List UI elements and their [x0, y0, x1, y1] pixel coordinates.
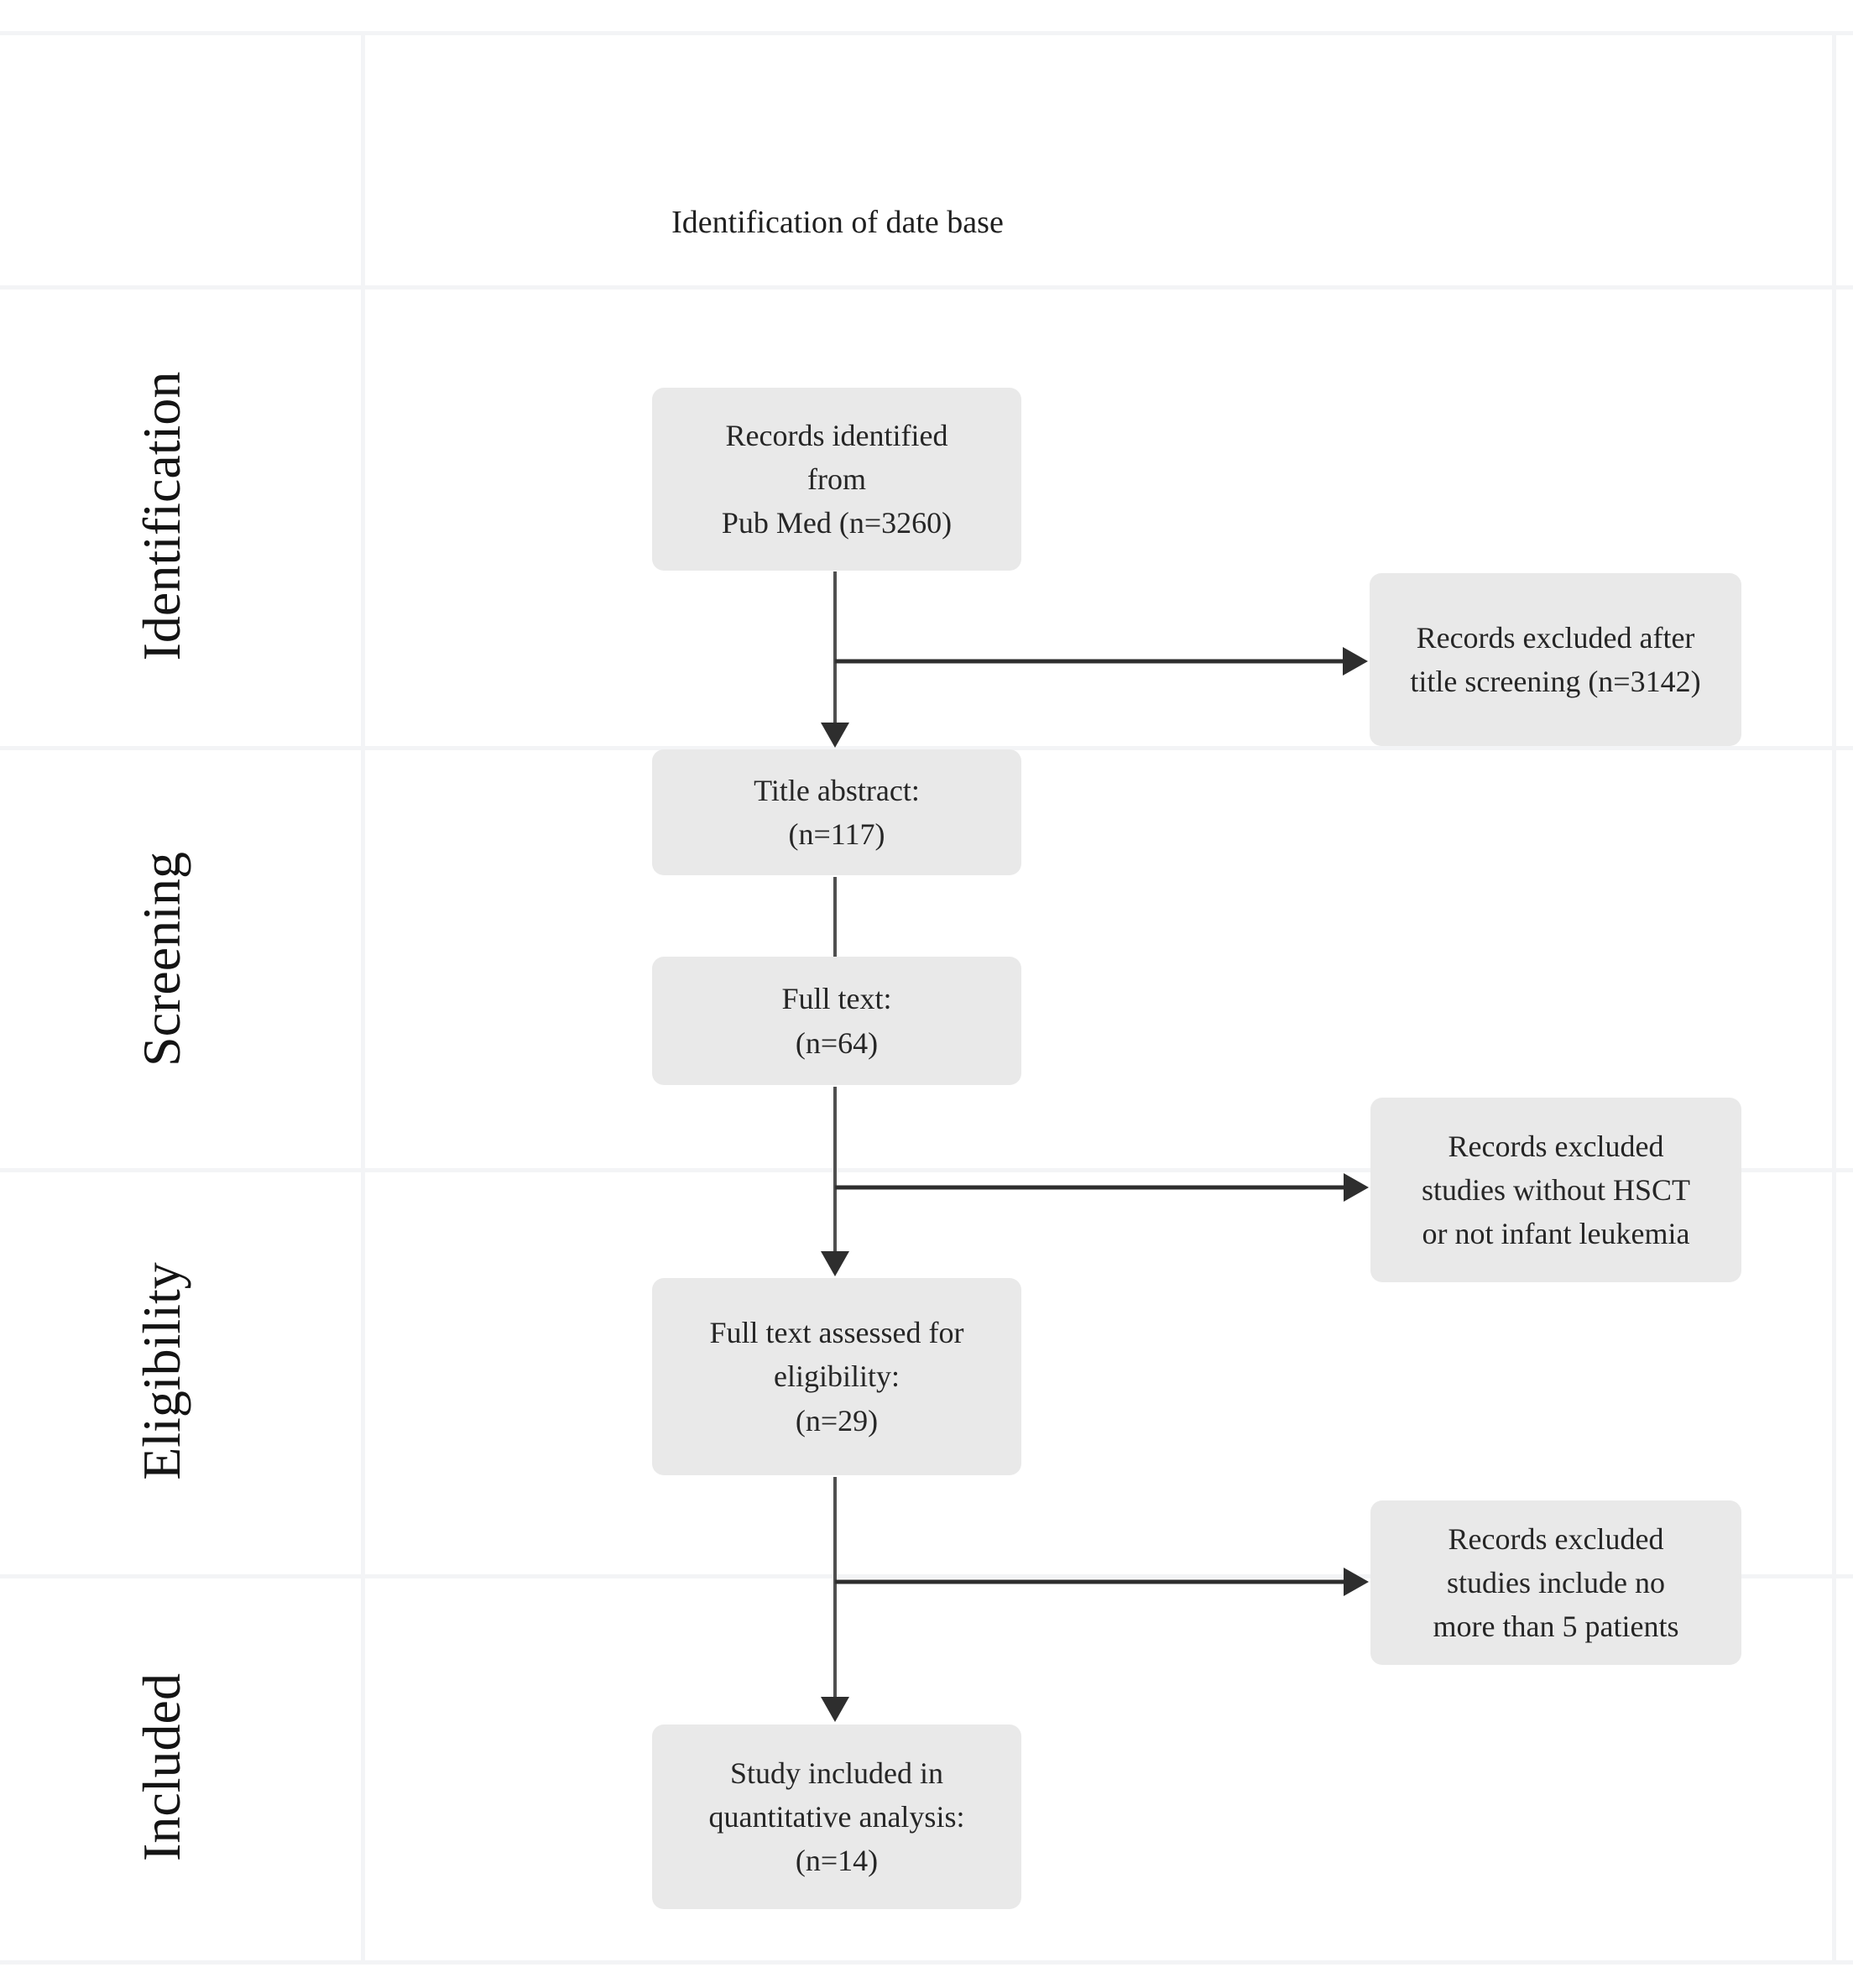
flow-box-line: (n=117) [788, 817, 885, 851]
stage-label-eligibility: Eligibility [132, 1262, 191, 1480]
flow-box-line: Records excluded after [1416, 620, 1695, 655]
flow-box-excluded-small-studies [1370, 1500, 1741, 1665]
flow-box-line: title screening (n=3142) [1410, 665, 1701, 698]
flow-box-line: Full text assessed for [709, 1316, 964, 1350]
flow-box-excluded-title-screening [1370, 573, 1741, 746]
flow-box-line: Title abstract: [754, 773, 920, 807]
arrow-right-icon [1344, 1568, 1369, 1596]
connector-records-to-title-arrow [821, 571, 849, 748]
grid-line-horizontal-header [0, 285, 1853, 290]
connector-to-excluded-no-hsct-arrow [835, 1173, 1369, 1202]
connector-to-excluded-small-studies-arrow [835, 1568, 1369, 1596]
stage-label-included: Included [132, 1673, 191, 1861]
flow-box-full-text-assessed [652, 1278, 1021, 1475]
arrow-right-icon [1344, 1173, 1369, 1202]
column-header: Identification of date base [671, 205, 1004, 240]
flow-box-records-identified [652, 388, 1021, 571]
flow-box-title-abstract [652, 749, 1021, 875]
flow-box-line: or not infant leukemia [1422, 1217, 1690, 1251]
stage-label-identification: Identification [132, 371, 191, 661]
grid-line-horizontal-bottom [0, 1960, 1853, 1965]
grid-line-horizontal-top [0, 31, 1853, 35]
flow-box-line: Records excluded [1448, 1129, 1664, 1163]
connector-assessed-to-included-arrow [821, 1477, 849, 1722]
flow-box-line: (n=14) [795, 1844, 879, 1878]
flow-box-line: (n=64) [795, 1025, 879, 1060]
flow-box-line: studies include no [1447, 1565, 1665, 1599]
flow-box-line: quantitative analysis: [708, 1799, 965, 1834]
arrow-right-icon [1343, 647, 1368, 676]
flow-box-line: more than 5 patients [1433, 1610, 1679, 1644]
flow-box-line: (n=29) [795, 1403, 879, 1438]
flow-box-line: Records identified [725, 418, 948, 452]
arrow-down-icon [821, 723, 849, 748]
flow-box-line: Pub Med (n=3260) [721, 506, 953, 540]
flow-box-line: studies without HSCT [1421, 1172, 1691, 1207]
flow-box-line: eligibility: [774, 1359, 900, 1394]
flow-box-full-text [652, 957, 1021, 1085]
connector-to-excluded-title-screening-arrow [835, 647, 1368, 676]
stage-label-screening: Screening [132, 852, 191, 1067]
grid-line-vertical-left [361, 31, 365, 1960]
connector-fulltext-to-assessed-arrow [821, 1087, 849, 1276]
flow-box-line: Full text: [781, 982, 892, 1016]
grid-line-vertical-right [1832, 31, 1836, 1960]
flow-box-excluded-no-hsct [1370, 1098, 1741, 1282]
flow-box-line: Study included in [730, 1756, 943, 1790]
flow-box-line: from [807, 462, 866, 496]
arrow-down-icon [821, 1697, 849, 1722]
arrow-down-icon [821, 1251, 849, 1276]
flow-box-study-included [652, 1724, 1021, 1909]
flow-box-line: Records excluded [1448, 1521, 1664, 1556]
